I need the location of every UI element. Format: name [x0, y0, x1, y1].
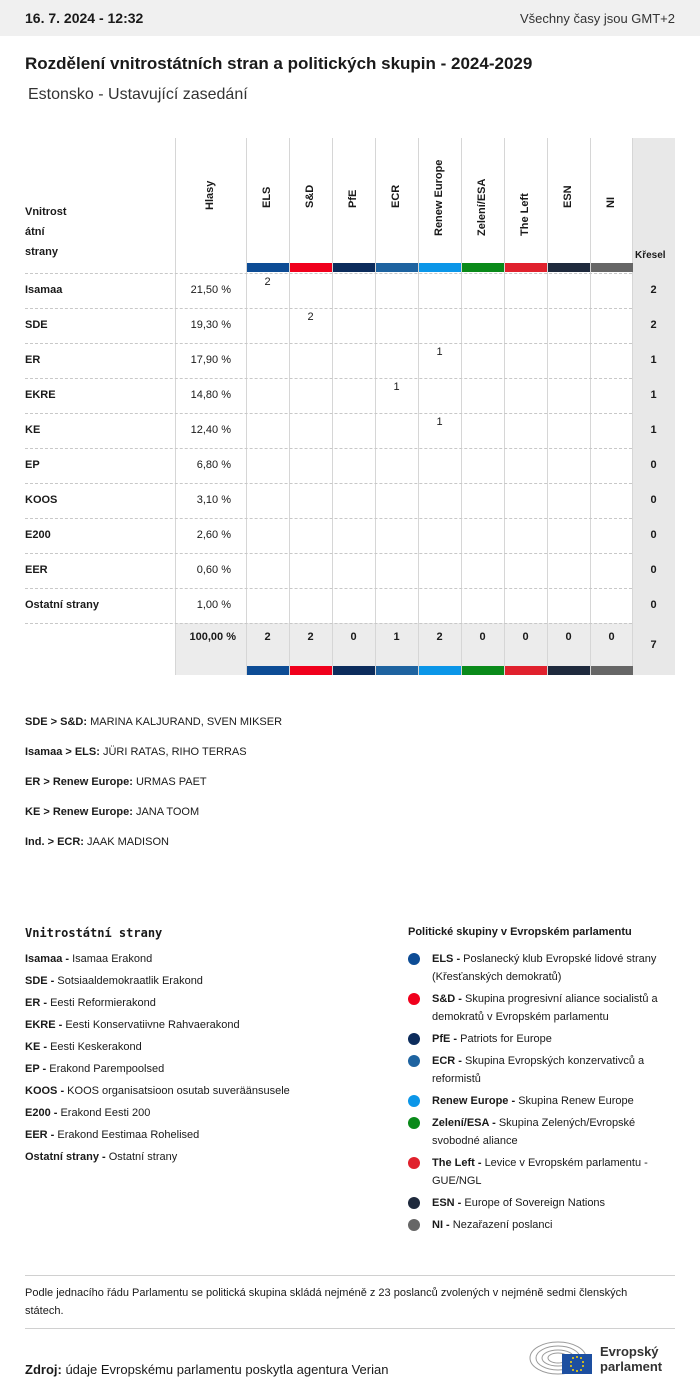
party-column-header: [25, 202, 95, 262]
group-header-els: ELS: [260, 186, 273, 208]
column-divider: [332, 138, 333, 675]
group-color-dot: [408, 953, 420, 965]
legend-abbr: Renew Europe -: [432, 1095, 519, 1107]
legend-name: Eesti Konservatiivne Rahvaerakond: [65, 1019, 240, 1031]
row-votes: 17,90 %: [190, 353, 231, 366]
rules-note: Podle jednacího řádu Parlamentu se politická skupina skládá nejméně z 23 poslanců zvolených v nejméně sedmi členských státech.: [25, 1287, 628, 1317]
divider: [25, 1275, 675, 1276]
row-party-name: ER: [25, 353, 41, 366]
row-votes: 6,80 %: [196, 458, 231, 471]
mep-party-mapping: ER > Renew Europe:: [25, 776, 133, 788]
row-seat-total: 0: [650, 493, 657, 506]
legend-abbr: EKRE -: [25, 1019, 66, 1031]
divider: [25, 1328, 675, 1329]
legend-abbr: ELS -: [432, 953, 464, 965]
mep-entry: [25, 776, 207, 788]
row-group-seats: 1: [393, 380, 400, 393]
legend-name: Skupina progresivní aliance socialistů a demokratů v Evropském parlamentu: [432, 993, 658, 1023]
row-divider: [25, 553, 632, 554]
row-divider: [25, 343, 632, 344]
group-legend-item: [432, 990, 677, 1026]
legend-abbr: NI -: [432, 1219, 453, 1231]
group-header-ni: NI: [604, 197, 617, 208]
legend-name: Patriots for Europe: [460, 1033, 552, 1045]
legend-name: Poslanecký klub Evropské lidové strany (Křesťanských demokratů): [432, 953, 657, 983]
party-header-line: strany: [25, 246, 59, 258]
row-divider: [25, 623, 632, 624]
group-color-bar-bottom: [376, 666, 418, 675]
mep-names: JANA TOOM: [132, 806, 200, 818]
party-header-line: átní: [25, 226, 45, 238]
row-party-name: SDE: [25, 318, 48, 331]
group-color-bar-bottom: [419, 666, 461, 675]
group-color-dot: [408, 1055, 420, 1067]
mep-entry: [25, 806, 199, 818]
totals-group-seats: 0: [522, 631, 529, 643]
legend-abbr: ECR -: [432, 1055, 465, 1067]
row-divider: [25, 588, 632, 589]
row-seat-total: 1: [650, 353, 657, 366]
group-color-dot: [408, 993, 420, 1005]
legend-name: Nezařazení poslanci: [452, 1219, 553, 1231]
national-parties-legend-title: Vnitrostátní strany: [25, 926, 163, 940]
seats-column-header: Křesel: [635, 250, 666, 261]
national-party-legend-item: [25, 975, 203, 987]
row-party-name: EP: [25, 458, 40, 471]
row-party-name: Ostatní strany: [25, 598, 99, 611]
group-color-bar: [462, 263, 504, 272]
row-group-seats: 1: [436, 415, 443, 428]
totals-group-seats: 2: [307, 631, 314, 643]
row-votes: 3,10 %: [196, 493, 231, 506]
group-legend-item: [432, 1052, 677, 1088]
row-party-name: E200: [25, 528, 51, 541]
legend-name: Erakond Eesti 200: [60, 1107, 151, 1119]
row-votes: 19,30 %: [190, 318, 231, 331]
national-party-legend-item: [25, 1151, 177, 1163]
row-seat-total: 1: [650, 423, 657, 436]
seats-column-bg: [632, 138, 675, 675]
legend-abbr: PfE -: [432, 1033, 461, 1045]
national-party-legend-item: [25, 1085, 290, 1097]
group-legend-item: [432, 950, 677, 986]
totals-group-seats: 0: [608, 631, 615, 643]
row-seat-total: 0: [650, 528, 657, 541]
row-party-name: KE: [25, 423, 41, 436]
group-color-bar: [376, 263, 418, 272]
legend-name: Skupina Evropských konzervativců a reformistů: [432, 1055, 645, 1085]
column-divider: [547, 138, 548, 675]
row-seat-total: 2: [650, 283, 657, 296]
group-color-bar: [247, 263, 289, 272]
logo-wordmark: [600, 1344, 662, 1374]
source-label: Zdroj:: [25, 1362, 62, 1377]
row-votes: 21,50 %: [190, 283, 231, 296]
national-party-legend-item: [25, 1129, 199, 1141]
group-color-dot: [408, 1033, 420, 1045]
row-divider: [25, 413, 632, 414]
national-party-legend-item: [25, 997, 156, 1009]
mep-entry: [25, 836, 169, 848]
legend-abbr: SDE -: [25, 975, 58, 987]
legend-abbr: S&D -: [432, 993, 465, 1005]
row-party-name: Isamaa: [25, 283, 63, 296]
legend-abbr: The Left -: [432, 1157, 485, 1169]
totals-group-seats: 0: [350, 631, 357, 643]
column-divider: [418, 138, 419, 675]
totals-group-seats: 1: [393, 631, 400, 643]
group-header-zelenesa: Zelení/ESA: [475, 178, 488, 236]
source-line: [25, 1362, 388, 1377]
mep-names: URMAS PAET: [132, 776, 207, 788]
column-divider: [246, 138, 247, 675]
legend-name: Sotsiaaldemokraatlik Erakond: [57, 975, 203, 987]
logo-line-1: Evropský: [600, 1344, 659, 1359]
row-seat-total: 2: [650, 318, 657, 331]
legend-name: Isamaa Erakond: [72, 953, 153, 965]
row-divider: [25, 483, 632, 484]
group-color-bar-bottom: [505, 666, 547, 675]
row-votes: 1,00 %: [196, 598, 231, 611]
column-divider: [175, 138, 176, 675]
group-legend-item: [432, 1092, 677, 1110]
mep-party-mapping: Isamaa > ELS:: [25, 746, 100, 758]
national-party-legend-item: [25, 1107, 150, 1119]
group-color-dot: [408, 1197, 420, 1209]
legend-name: Erakond Eestimaa Rohelised: [57, 1129, 200, 1141]
totals-seats: 7: [650, 639, 657, 651]
row-seat-total: 0: [650, 563, 657, 576]
row-divider: [25, 308, 632, 309]
legend-name: Eesti Reformierakond: [50, 997, 156, 1009]
group-color-dot: [408, 1117, 420, 1129]
national-party-legend-item: [25, 1041, 142, 1053]
legend-abbr: EP -: [25, 1063, 50, 1075]
group-header-esn: ESN: [561, 185, 574, 208]
column-divider: [590, 138, 591, 675]
group-color-bar-bottom: [247, 666, 289, 675]
mep-entry: [25, 716, 282, 728]
votes-column-header: Hlasy: [203, 180, 216, 210]
row-votes: 0,60 %: [196, 563, 231, 576]
mep-names: MARINA KALJURAND, SVEN MIKSER: [87, 716, 283, 728]
row-seat-total: 0: [650, 598, 657, 611]
group-color-bar-bottom: [548, 666, 590, 675]
national-party-legend-item: [25, 1063, 164, 1075]
group-color-bar-bottom: [462, 666, 504, 675]
group-color-dot: [408, 1095, 420, 1107]
column-divider: [504, 138, 505, 675]
row-divider: [25, 448, 632, 449]
totals-group-seats: 0: [565, 631, 572, 643]
legend-abbr: E200 -: [25, 1107, 61, 1119]
legend-name: Europe of Sovereign Nations: [464, 1197, 606, 1209]
mep-party-mapping: KE > Renew Europe:: [25, 806, 133, 818]
group-legend-item: [432, 1216, 677, 1234]
page-subtitle: Estonsko - Ustavující zasedání: [28, 86, 248, 103]
legend-name: Eesti Keskerakond: [50, 1041, 142, 1053]
group-header-reneweurope: Renew Europe: [432, 159, 445, 236]
legend-abbr: EER -: [25, 1129, 58, 1141]
group-color-bar: [290, 263, 332, 272]
legend-name: Erakond Parempoolsed: [49, 1063, 165, 1075]
row-party-name: EER: [25, 563, 48, 576]
row-party-name: KOOS: [25, 493, 58, 506]
source-text: údaje Evropskému parlamentu poskytla agentura Verian: [61, 1362, 389, 1377]
mep-party-mapping: SDE > S&D:: [25, 716, 88, 728]
column-divider: [632, 138, 633, 675]
group-header-pfe: PfE: [346, 189, 359, 208]
mep-names: JÜRI RATAS, RIHO TERRAS: [99, 746, 247, 758]
group-color-bar: [505, 263, 547, 272]
group-color-bar-bottom: [333, 666, 375, 675]
row-divider: [25, 518, 632, 519]
row-seat-total: 0: [650, 458, 657, 471]
row-party-name: EKRE: [25, 388, 56, 401]
legend-name: Skupina Renew Europe: [518, 1095, 634, 1107]
group-color-bar-bottom: [290, 666, 332, 675]
legend-name: Levice v Evropském parlamentu - GUE/NGL: [432, 1157, 648, 1187]
group-color-dot: [408, 1219, 420, 1231]
header-divider: [25, 273, 632, 274]
top-bar: [0, 0, 700, 36]
legend-abbr: Isamaa -: [25, 953, 73, 965]
mep-entry: [25, 746, 247, 758]
group-header-theleft: The Left: [518, 193, 531, 236]
legend-abbr: Ostatní strany -: [25, 1151, 109, 1163]
totals-group-seats: 0: [479, 631, 486, 643]
legend-name: Ostatní strany: [108, 1151, 178, 1163]
row-group-seats: 2: [307, 310, 314, 323]
legend-abbr: KOOS -: [25, 1085, 68, 1097]
legend-abbr: ESN -: [432, 1197, 465, 1209]
legend-abbr: Zelení/ESA -: [432, 1117, 499, 1129]
row-seat-total: 1: [650, 388, 657, 401]
group-legend-item: [432, 1114, 677, 1150]
row-group-seats: 2: [264, 275, 271, 288]
row-group-seats: 1: [436, 345, 443, 358]
logo-line-2: parlament: [600, 1359, 663, 1374]
groups-legend-title: Politické skupiny v Evropském parlamentu: [408, 926, 632, 938]
group-color-bar: [548, 263, 590, 272]
group-legend-item: [432, 1194, 677, 1212]
group-color-bar: [591, 263, 633, 272]
group-color-bar-bottom: [591, 666, 633, 675]
group-header-sd: S&D: [303, 184, 316, 208]
mep-party-mapping: Ind. > ECR:: [25, 836, 84, 848]
national-party-legend-item: [25, 1019, 240, 1031]
group-color-bar: [419, 263, 461, 272]
legend-name: KOOS organisatsioon osutab suveräänsusele: [67, 1085, 290, 1097]
page-title: Rozdělení vnitrostátních stran a politických skupin - 2024-2029: [25, 54, 533, 73]
group-legend-item: [432, 1030, 677, 1048]
totals-votes: 100,00 %: [189, 631, 236, 643]
row-votes: 14,80 %: [190, 388, 231, 401]
row-votes: 12,40 %: [190, 423, 231, 436]
legend-name: Skupina Zelených/Evropské svobodné aliance: [432, 1117, 636, 1147]
national-party-legend-item: [25, 953, 152, 965]
totals-group-seats: 2: [436, 631, 443, 643]
group-color-dot: [408, 1157, 420, 1169]
legend-abbr: ER -: [25, 997, 51, 1009]
results-table: [25, 138, 675, 675]
group-legend-item: [432, 1154, 677, 1190]
column-divider: [461, 138, 462, 675]
totals-group-seats: 2: [264, 631, 271, 643]
party-header-line: Vnitrost: [25, 206, 67, 218]
column-divider: [375, 138, 376, 675]
legend-abbr: KE -: [25, 1041, 51, 1053]
column-divider: [289, 138, 290, 675]
row-divider: [25, 378, 632, 379]
row-votes: 2,60 %: [196, 528, 231, 541]
update-date: 16. 7. 2024 - 12:32: [25, 10, 144, 26]
timezone-note: Všechny časy jsou GMT+2: [520, 10, 675, 26]
group-color-bar: [333, 263, 375, 272]
mep-names: JAAK MADISON: [83, 836, 169, 848]
group-header-ecr: ECR: [389, 184, 402, 208]
